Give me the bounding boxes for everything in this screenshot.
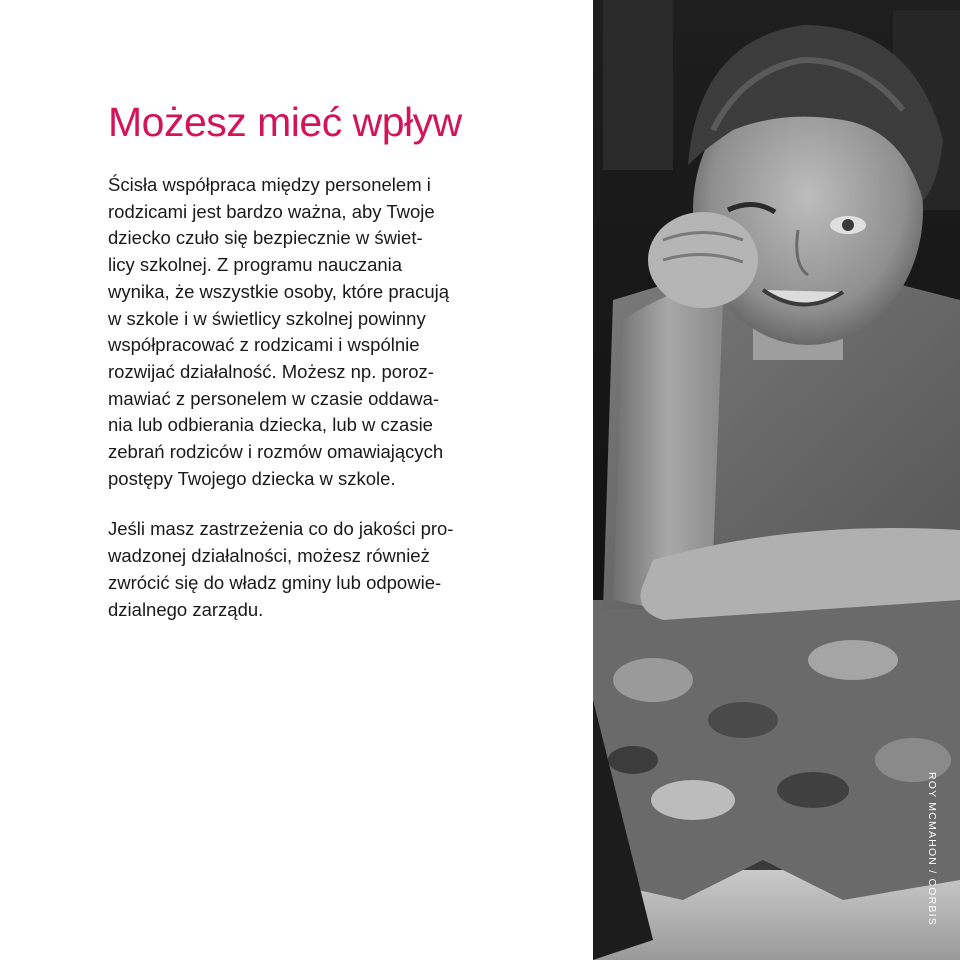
page-title: Możesz mieć wpływ: [108, 99, 462, 145]
body-paragraph-2: Jeśli masz zastrzeżenia co do jakości pro- wadzonej działalności, możesz również zwrócić się do władz gminy lub odpowie- dzialnego zarządu.: [108, 518, 454, 620]
smiling-boy-photo-icon: [593, 0, 960, 960]
body-paragraph-1: Ścisła współpraca między personelem i rodzicami jest bardzo ważna, aby Twoje dziecko czuło się bezpiecznie w świet- licy szkolnej. Z programu nauczania wynika, że wszystkie osoby, które pracują w szkole i w świetlicy szkolnej powinny współpracować z rodzicami i wspólnie rozwijać działalność. Możesz np. poroz- mawiać z personelem w czasie oddawa- nia lub odbierania dziecka, lub w czasie zebrań rodziców i rozmów omawiających postępy Twojego dziecka w szkole.: [108, 174, 450, 489]
boy-photo: [593, 0, 960, 960]
photo-credit: ROY MCMAHON / CORBIS: [926, 772, 938, 926]
text-column: [108, 96, 528, 623]
